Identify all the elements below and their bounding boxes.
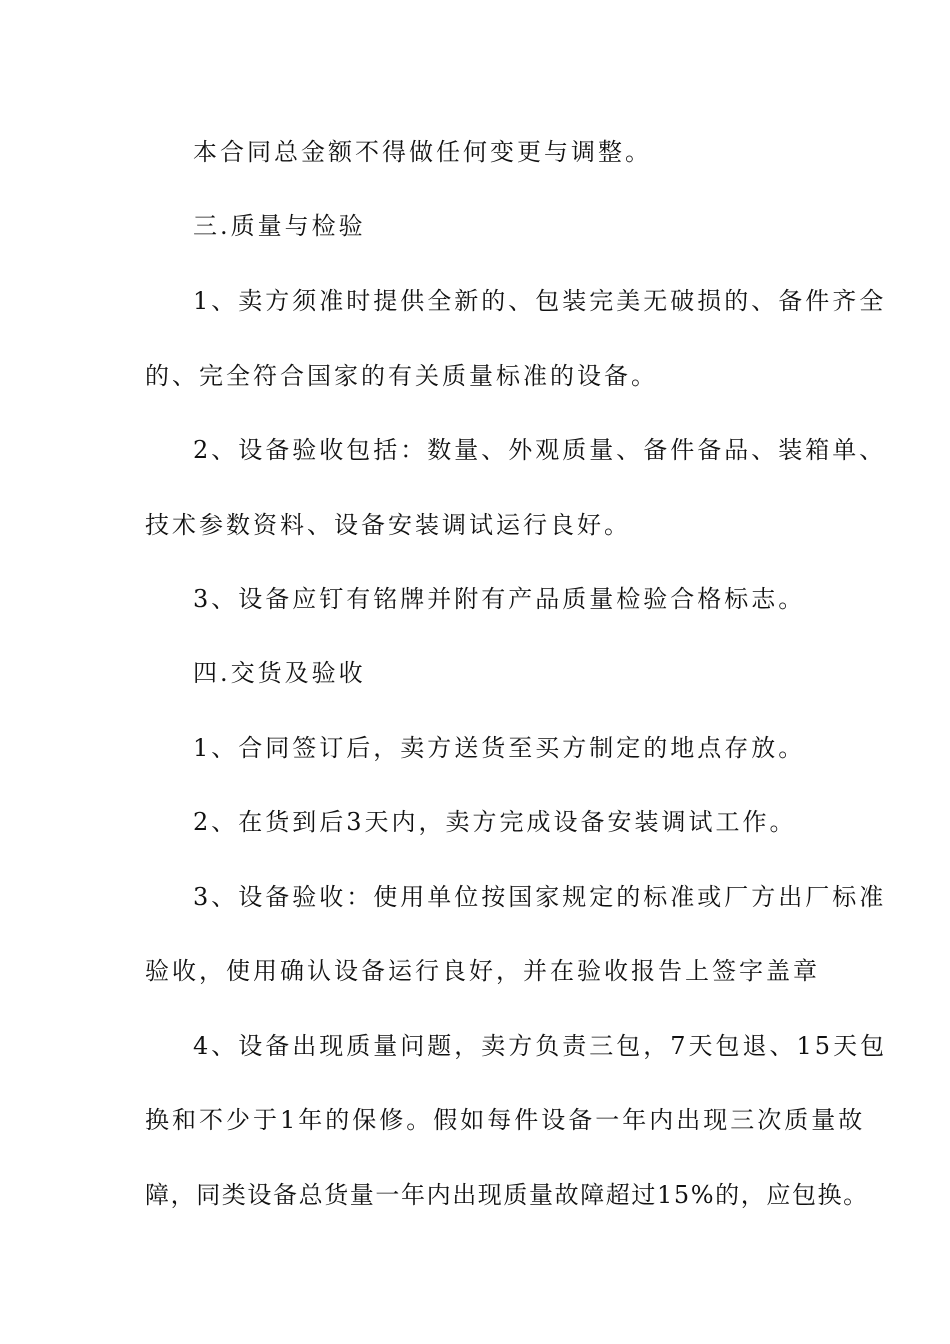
paragraph-line: 1、卖方须准时提供全新的、包装完美无破损的、备件齐全 <box>193 287 887 315</box>
paragraph-line: 4、设备出现质量问题，卖方负责三包，7天包退、15天包 <box>193 1032 888 1060</box>
paragraph-line: 2、设备验收包括：数量、外观质量、备件备品、装箱单、 <box>193 436 887 464</box>
paragraph-line: 技术参数资料、设备安装调试运行良好。 <box>145 511 631 539</box>
paragraph-line: 3、设备验收：使用单位按国家规定的标准或厂方出厂标准 <box>193 883 887 911</box>
paragraph-line: 2、在货到后3天内，卖方完成设备安装调试工作。 <box>193 808 797 836</box>
paragraph-line: 的、完全符合国家的有关质量标准的设备。 <box>145 362 658 390</box>
paragraph-line: 3、设备应钉有铭牌并附有产品质量检验合格标志。 <box>193 585 806 613</box>
paragraph-line: 换和不少于1年的保修。假如每件设备一年内出现三次质量故 <box>145 1106 866 1134</box>
section-heading-delivery: 四.交货及验收 <box>193 659 366 687</box>
paragraph-line: 本合同总金额不得做任何变更与调整。 <box>193 138 652 166</box>
paragraph-line: 障，同类设备总货量一年内出现质量故障超过15%的，应包换。 <box>145 1181 869 1209</box>
section-heading-quality: 三.质量与检验 <box>193 212 366 240</box>
paragraph-line: 验收，使用确认设备运行良好，并在验收报告上签字盖章 <box>145 957 820 985</box>
paragraph-line: 1、合同签订后，卖方送货至买方制定的地点存放。 <box>193 734 806 762</box>
